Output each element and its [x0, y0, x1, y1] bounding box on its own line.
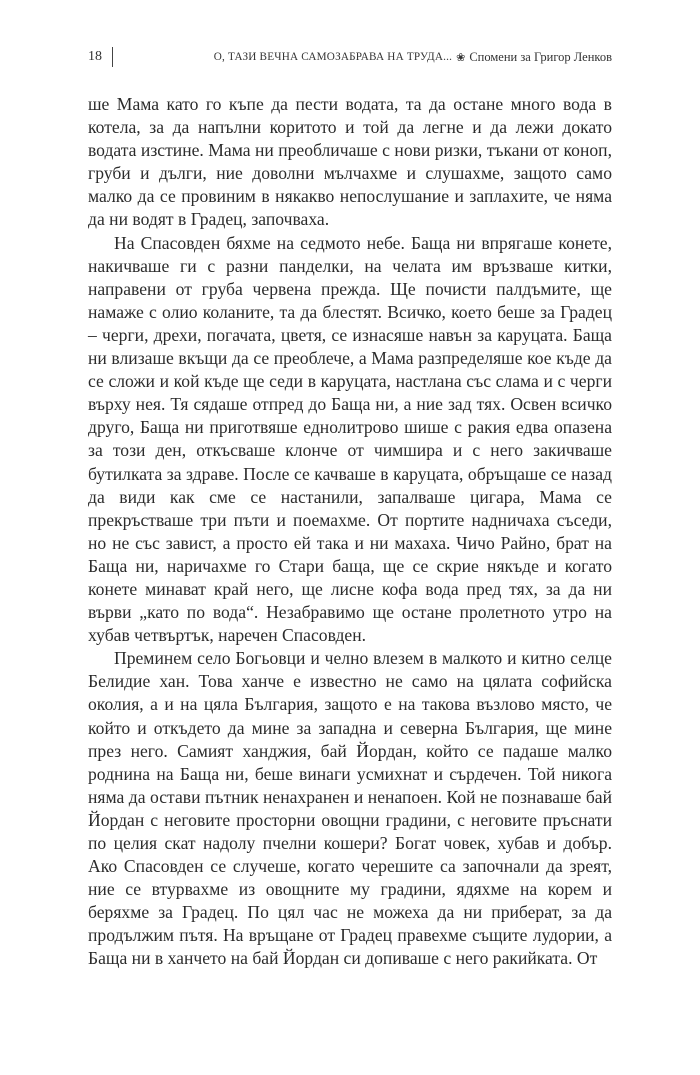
- running-title: О, ТАЗИ ВЕЧНА САМОЗАБРАВА НА ТРУДА...: [213, 51, 453, 63]
- header-divider: [112, 47, 113, 67]
- paragraph: На Спасовден бяхме на седмото небе. Баща ни впрягаше конете, накичваше ги с разни панделки, на челата им връзваше китки, направени от груба червена прежда. Ще почисти палдъмите, ще намаже с олио коланите, та да блестят. Всичко, което беше за Градец – черги, дрехи, погачата, цветя, се изнасяше навън за каруцата. Баща ни влизаше вкъщи да се преоблече, а Мама разпределяше кое къде да се сложи и кой къде ще седи в каруцата, настлана със слама и с черги върху нея. Тя сядаше отпред до Баща ни, а ние зад тях. Освен всичко друго, Баща ни приготвяше еднолитрово шише с ракия едва опазена за този ден, откъсваше клонче от чимшира и с него закичваше бутилката за здраве. После се качваше в каруцата, обръщаше се назад да види как сме се настанили, запалваше цигара, Мама се прекръстваше три пъти и поемахме. От портите надничаха съседи, но не със завист, а просто ей така и ни махаха. Чичо Райно, брат на Баща ни, наричахме го Стари баща, ще се скрие някъде и когато конете минават край него, ще лисне кофа вода пред тях, за да ни върви „като по вода“. Незабравимо ще остане пролетното утро на хубав четвъртък, наречен Спасовден.: [88, 232, 612, 646]
- flower-ornament-icon: ❀: [456, 51, 466, 64]
- paragraph: ше Мама като го къпе да пести водата, та да остане много вода в котела, за да напълни коритото и той да легне и да лежи докато водата изстине. Мама ни преобличаше с нови ризки, тъкани от коноп, груби и дълги, ние доволни мълчахме и слушахме, защото само малко да се провиним в някакво непослушание и заплахите, че няма да ни водят в Градец, започваха.: [88, 94, 612, 230]
- body-text: [88, 93, 612, 971]
- paragraph: Преминем село Богьовци и челно влезем в малкото и китно селце Белидие хан. Това ханче е известно не само на цялата софийска околия, а и на цяла България, защото е на такова възлово място, че който и откъдето да мине за западна и северна България, ще мине през него. Самият ханджия, бай Йордан, който се падаше малко роднина на Баща ни, беше винаги усмихнат и сърдечен. Той никога няма да остави пътник ненахранен и ненапоен. Кой не познаваше бай Йордан с неговите просторни овощни градини, с неговите пръснати по целия скат надолу пчелни кошери? Богат човек, хубав и добър. Ако Спасовден се случеше, когато черешите са започнали да зреят, ние се втурвахме из овощните му градини, ядяхме на корем и беряхме за Градец. По цял час не можеха да ни приберат, за да продължим пътя. На връщане от Градец правехме същите лудории, а Баща ни в ханчето на бай Йордан си допиваше с него ракийката. От: [88, 648, 612, 969]
- page-number: 18: [88, 49, 102, 64]
- running-author: Спомени за Григор Ленков: [469, 49, 612, 64]
- running-header: [88, 46, 612, 68]
- header-right: [214, 50, 612, 65]
- header-left: [88, 47, 113, 67]
